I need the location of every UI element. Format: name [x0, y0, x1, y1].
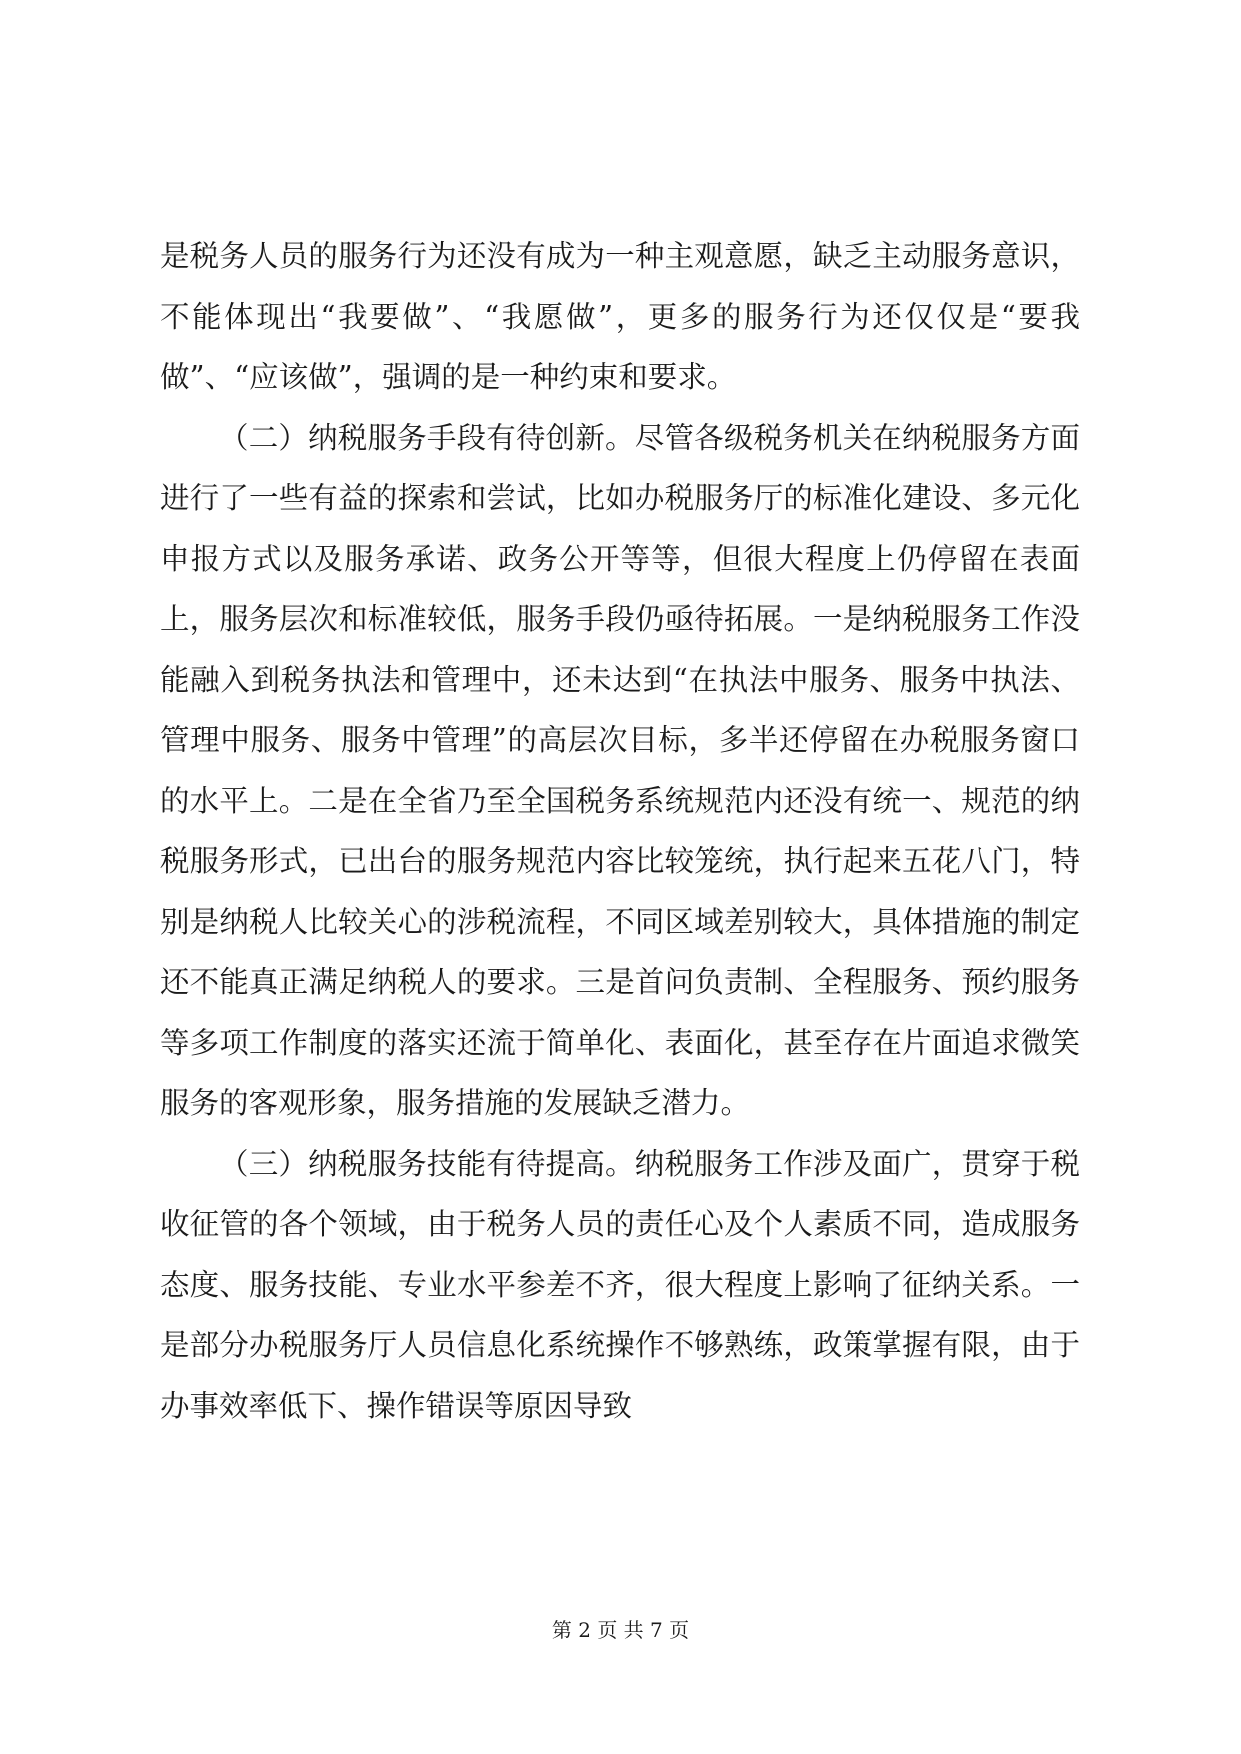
body-text	[160, 226, 1080, 1436]
paragraph-3: （三）纳税服务技能有待提高。纳税服务工作涉及面广，贯穿于税收征管的各个领域，由于税务人员的责任心及个人素质不同，造成服务态度、服务技能、专业水平参差不齐，很大程度上影响了征纳关系。一是部分办税服务厅人员信息化系统操作不够熟练，政策掌握有限，由于办事效率低下、操作错误等原因导致	[160, 1146, 1080, 1423]
paragraph-2: （二）纳税服务手段有待创新。尽管各级税务机关在纳税服务方面进行了一些有益的探索和尝试，比如办税服务厅的标准化建设、多元化申报方式以及服务承诺、政务公开等等，但很大程度上仍停留在表面上，服务层次和标准较低，服务手段仍亟待拓展。一是纳税服务工作没能融入到税务执法和管理中，还未达到“在执法中服务、服务中执法、管理中服务、服务中管理”的高层次目标，多半还停留在办税服务窗口的水平上。二是在全省乃至全国税务系统规范内还没有统一、规范的纳税服务形式，已出台的服务规范内容比较笼统，执行起来五花八门，特别是纳税人比较关心的涉税流程，不同区域差别较大，具体措施的制定还不能真正满足纳税人的要求。三是首问负责制、全程服务、预约服务等多项工作制度的落实还流于简单化、表面化，甚至存在片面追求微笑服务的客观形象，服务措施的发展缺乏潜力。	[160, 420, 1080, 1120]
paragraph-1: 是税务人员的服务行为还没有成为一种主观意愿，缺乏主动服务意识，不能体现出“我要做”、“我愿做”，更多的服务行为还仅仅是“要我做”、“应该做”，强调的是一种约束和要求。	[160, 239, 1080, 394]
page-number-footer: 第 2 页 共 7 页	[551, 1618, 690, 1642]
